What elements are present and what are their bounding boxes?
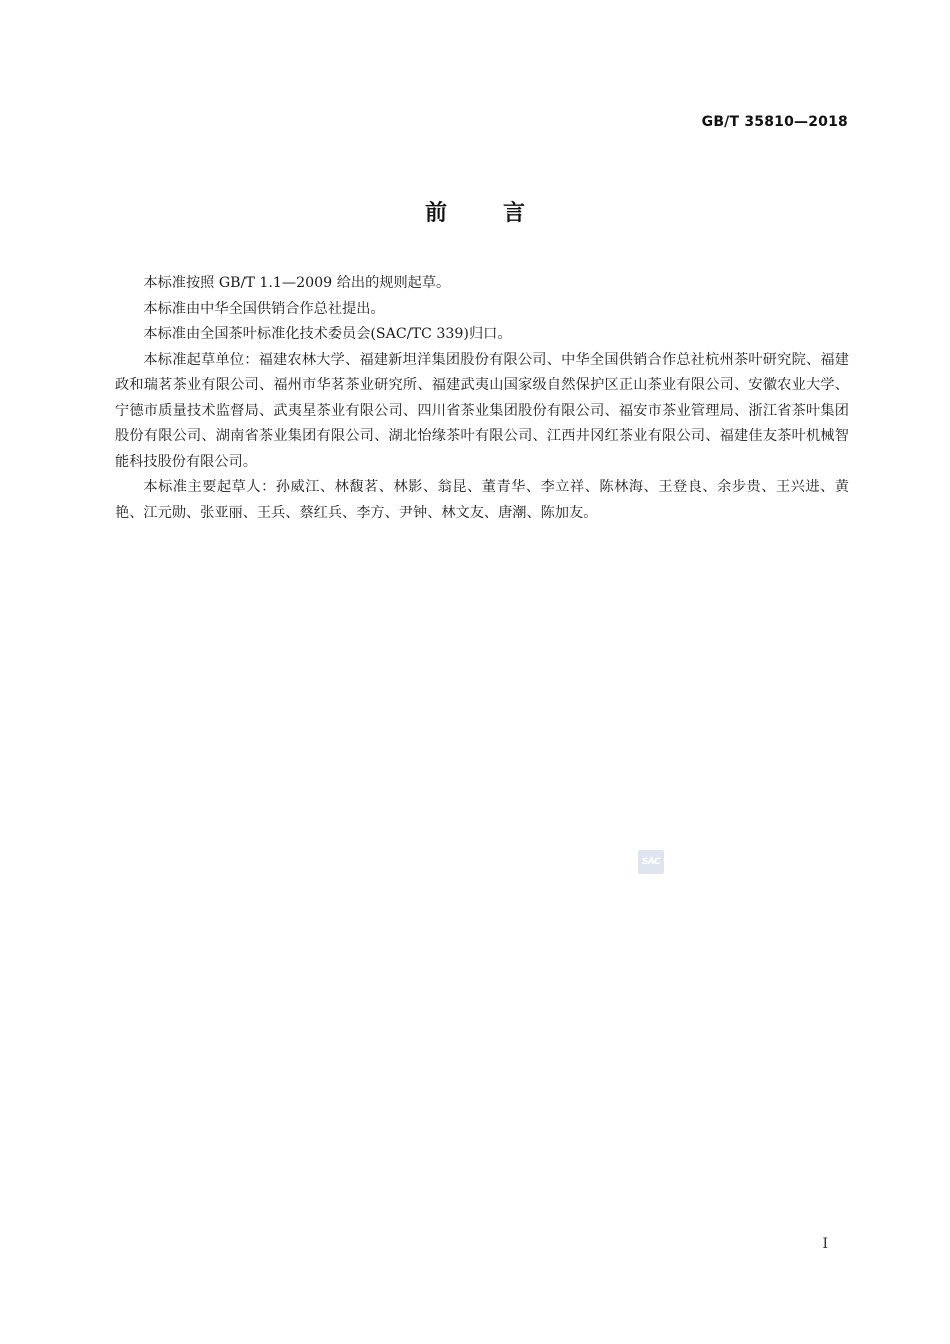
- paragraph-drafters: 本标准主要起草人：孙威江、林馥茗、林影、翁昆、董青华、李立祥、陈林海、王登良、余步贵、王兴进、黄艳、江元勋、张亚丽、王兵、蔡红兵、李方、尹钟、林文友、唐潮、陈加友。: [115, 479, 849, 521]
- paragraph-drafting-rules: 本标准按照 GB/T 1.1—2009 给出的规则起草。: [143, 275, 451, 291]
- standard-code: GB/T 35810—2018: [701, 114, 848, 130]
- foreword-body: [115, 271, 849, 526]
- sac-logo-icon: SAC: [638, 850, 664, 874]
- page-number: I: [822, 1236, 828, 1252]
- paragraph-proposer: 本标准由中华全国供销合作总社提出。: [143, 300, 385, 317]
- paragraph-committee: 本标准由全国茶叶标准化技术委员会(SAC/TC 339)归口。: [143, 326, 512, 342]
- paragraph-drafting-units: 本标准起草单位：福建农林大学、福建新坦洋集团股份有限公司、中华全国供销合作总社杭州茶叶研究院、福建政和瑞茗茶业有限公司、福州市华茗茶业研究所、福建武夷山国家级自然保护区正山茶业有限公司、安徽农业大学、宁德市质量技术监督局、武夷星茶业有限公司、四川省茶业集团股份有限公司、福安市茶业管理局、浙江省茶叶集团股份有限公司、湖南省茶业集团有限公司、湖北怡缘茶叶有限公司、江西井冈红茶业有限公司、福建佳友茶叶机械智能科技股份有限公司。: [115, 351, 849, 470]
- page-title: 前言: [424, 201, 581, 226]
